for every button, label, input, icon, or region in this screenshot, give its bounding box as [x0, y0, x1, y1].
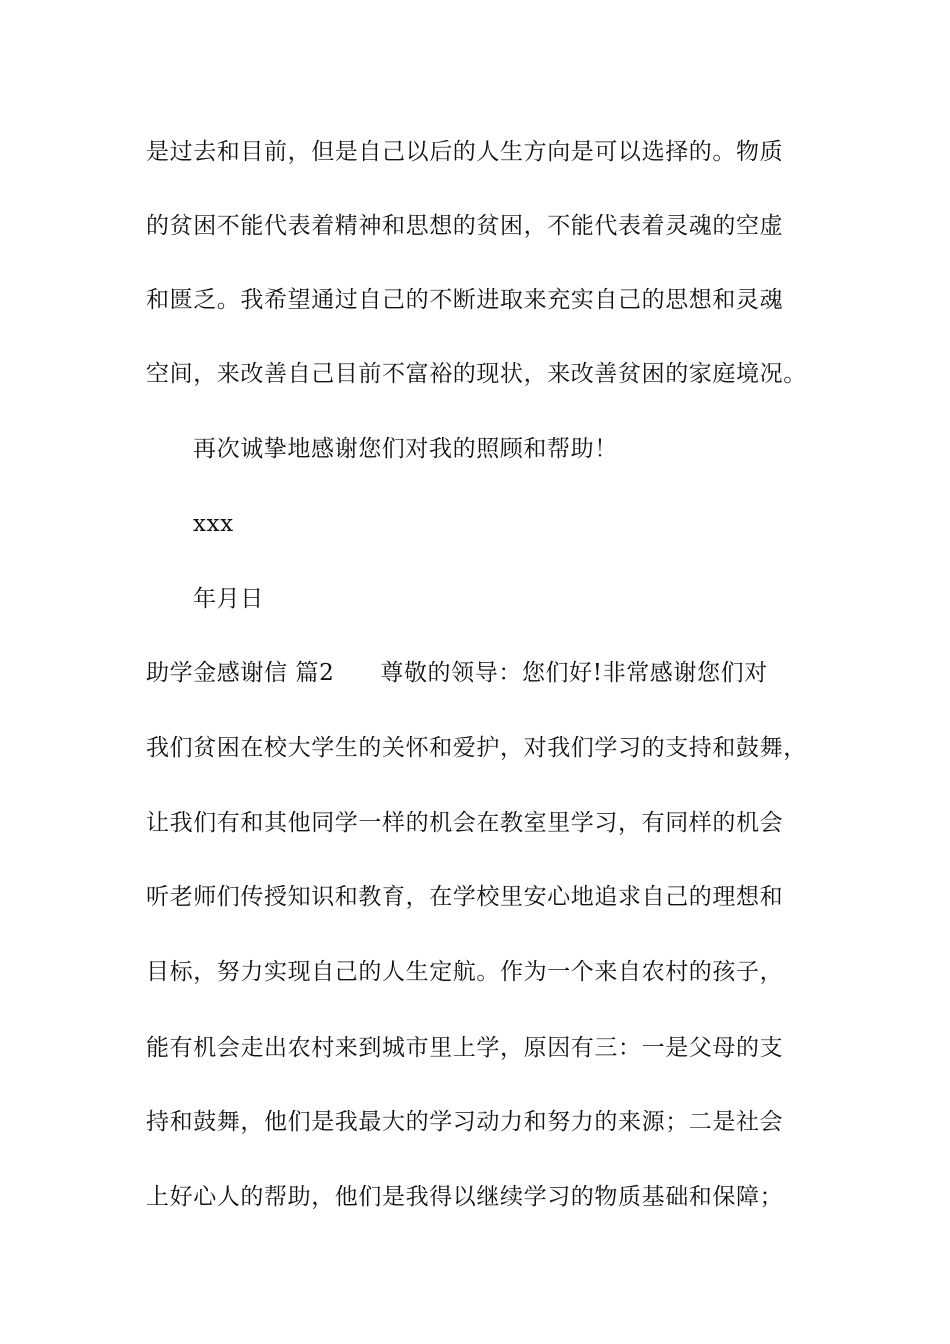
- signature-name: xxx: [193, 511, 234, 537]
- paragraph-line: 上好心人的帮助，他们是我得以继续学习的物质基础和保障；: [146, 1184, 784, 1210]
- section-heading: 助学金感谢信 篇2: [146, 660, 335, 686]
- signature-date: 年月日: [193, 586, 264, 612]
- paragraph-line: 持和鼓舞，他们是我最大的学习动力和努力的来源；二是社会: [146, 1109, 784, 1135]
- paragraph-line: 空间，来改善自己目前不富裕的现状，来改善贫困的家庭境况。: [146, 361, 807, 387]
- paragraph-line: 目标，努力实现自己的人生定航。作为一个来自农村的孩子，: [146, 959, 784, 985]
- closing-thanks-line: 再次诚挚地感谢您们对我的照顾和帮助！: [193, 436, 618, 462]
- paragraph-line: 的贫困不能代表着精神和思想的贫困，不能代表着灵魂的空虚: [146, 213, 784, 239]
- paragraph-line: 是过去和目前，但是自己以后的人生方向是可以选择的。物质: [146, 139, 784, 165]
- paragraph-line: 和匮乏。我希望通过自己的不断进取来充实自己的思想和灵魂: [146, 287, 784, 313]
- paragraph-line: 能有机会走出农村来到城市里上学，原因有三：一是父母的支: [146, 1035, 784, 1061]
- section-heading-line: [146, 658, 768, 688]
- paragraph-line: 听老师们传授知识和教育，在学校里安心地追求自己的理想和: [146, 884, 784, 910]
- paragraph-line: 让我们有和其他同学一样的机会在教室里学习，有同样的机会: [146, 810, 784, 836]
- section-first-line: 尊敬的领导：您们好!非常感谢您们对: [380, 660, 768, 686]
- paragraph-line: 我们贫困在校大学生的关怀和爱护，对我们学习的支持和鼓舞，: [146, 735, 807, 761]
